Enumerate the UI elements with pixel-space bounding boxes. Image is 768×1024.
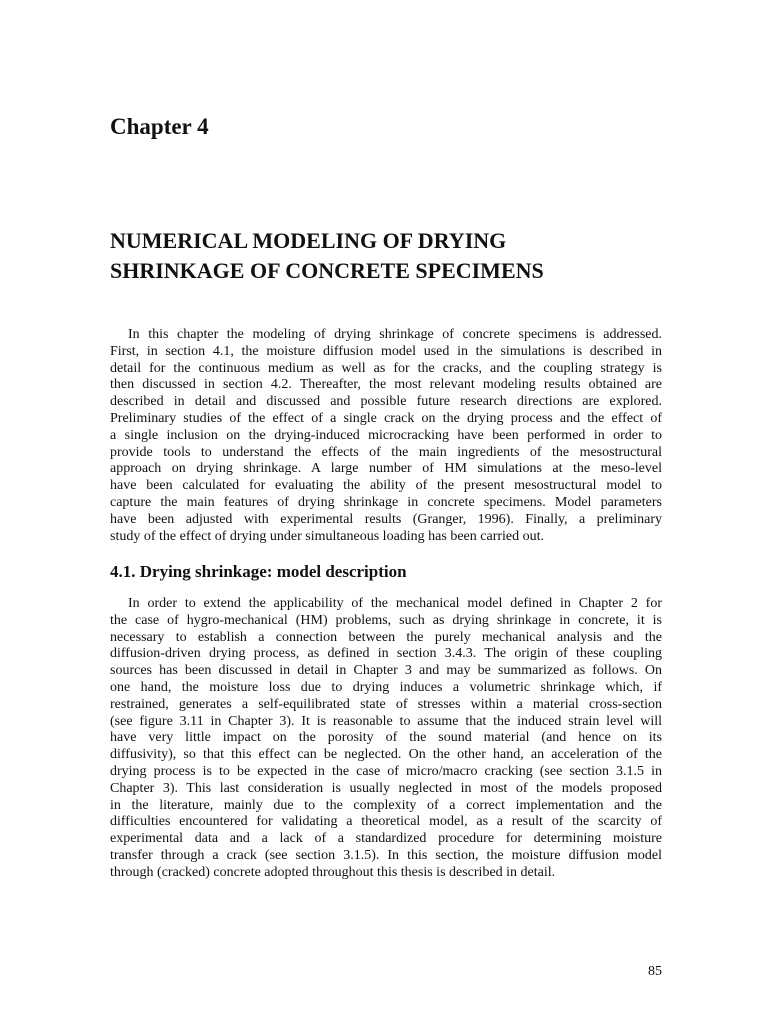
chapter-title-line: SHRINKAGE OF CONCRETE SPECIMENS [110, 258, 544, 283]
paragraph-line: one hand, the moisture loss due to drying induces a volumetric shrinkage which, if [110, 679, 662, 695]
section-heading: 4.1. Drying shrinkage: model description [110, 562, 407, 581]
page-number: 85 [648, 964, 662, 979]
paragraph-line: First, in section 4.1, the moisture diffusion model used in the simulations is described in [110, 343, 662, 359]
paragraph-line: have very little impact on the porosity of the sound material (and hence on its [110, 730, 662, 746]
paragraph-line: diffusion-driven drying process, as defined in section 3.4.3. The origin of these coupling [110, 646, 662, 662]
paragraph-line: have been adjusted with experimental results (Granger, 1996). Finally, a preliminary [110, 511, 662, 527]
paragraph-line: In order to extend the applicability of the mechanical model defined in Chapter 2 for [128, 596, 662, 611]
paragraph-line: (see figure 3.11 in Chapter 3). It is reasonable to assume that the induced strain level will [110, 713, 662, 729]
paragraph-line: difficulties encountered for validating a theoretical model, as a result of the scarcity of [110, 814, 662, 830]
paragraph-line: In this chapter the modeling of drying shrinkage of concrete specimens is addressed. [128, 327, 662, 342]
paragraph-line: necessary to establish a connection between the purely mechanical analysis and the [110, 629, 662, 645]
intro-paragraph [110, 327, 662, 545]
paragraph-line: Preliminary studies of the effect of a single crack on the drying process and the effect of [110, 410, 662, 426]
paragraph-line: then discussed in section 4.2. Thereafter, the most relevant modeling results obtained are [110, 377, 662, 393]
chapter-title-line: NUMERICAL MODELING OF DRYING [110, 228, 507, 253]
paragraph-line: experimental data and a lack of a standardized procedure for determining moisture [110, 831, 662, 847]
paragraph-line: Chapter 3). This last consideration is usually neglected in most of the models proposed [110, 780, 662, 796]
chapter-label: Chapter 4 [110, 114, 209, 139]
paragraph-line: study of the effect of drying under simultaneous loading has been carried out. [110, 528, 545, 544]
paragraph-line: described in detail and discussed and possible future research directions are explored. [110, 394, 662, 410]
paragraph-line: approach on drying shrinkage. A large number of HM simulations at the meso-level [110, 461, 662, 477]
paragraph-line: through (cracked) concrete adopted throughout this thesis is described in detail. [110, 864, 556, 880]
paragraph-line: diffusivity), so that this effect can be neglected. On the other hand, an acceleration of the [110, 747, 662, 763]
paragraph-line: transfer through a crack (see section 3.1.5). In this section, the moisture diffusion model [110, 847, 662, 863]
paragraph-line: capture the main features of drying shrinkage in concrete specimens. Model parameters [110, 494, 662, 510]
paragraph-line: detail for the continuous medium as well as for the cracks, and the coupling strategy is [110, 360, 662, 376]
paragraph-line: the case of hygro-mechanical (HM) problems, such as drying shrinkage in concrete, it is [110, 612, 662, 628]
paragraph-line: drying process is to be expected in the case of micro/macro cracking (see section 3.1.5 in [110, 763, 662, 779]
paragraph-line: sources has been discussed in detail in Chapter 3 and may be summarized as follows. On [110, 663, 662, 679]
paragraph-line: have been calculated for evaluating the ability of the present mesostructural model to [110, 478, 662, 494]
chapter-title [110, 226, 650, 286]
paragraph-line: provide tools to understand the effects of the main ingredients of the mesostructural [110, 444, 662, 460]
paragraph-line: a single inclusion on the drying-induced microcracking have been performed in order to [110, 427, 662, 443]
paragraph-line: restrained, generates a self-equilibrated state of stresses within a material cross-section [110, 696, 662, 712]
body-paragraph [110, 596, 662, 882]
paragraph-line: in the literature, mainly due to the complexity of a correct implementation and the [110, 797, 662, 813]
